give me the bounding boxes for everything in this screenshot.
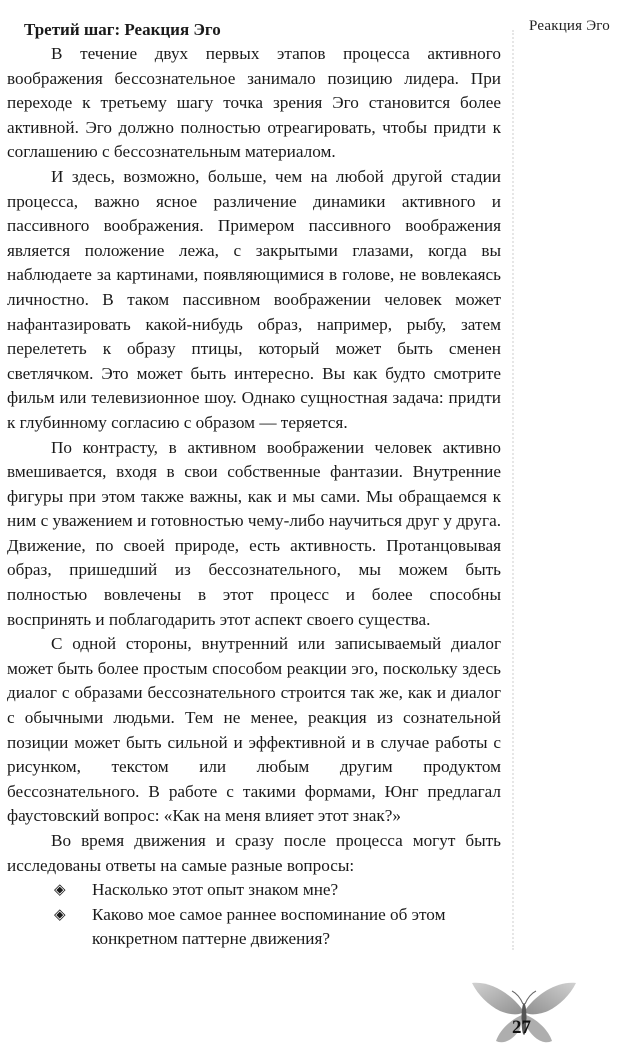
paragraph-4: С одной стороны, внутренний или записываемый диалог может быть более простым способом реакции эго, поскольку здесь диалог с образами бессознательного строится так же, как и диалог с обычными людьми. Тем не менее, реакция из сознательной позиции может быть сильной и эффективной и в случае работы с рисунком, текстом или любым другим продуктом бессознательного. В работе с такими формами, Юнг предлагал фаустовский вопрос: «Как на меня влияет этот знак?» [7,634,501,826]
paragraph-3: По контрасту, в активном воображении человек активно вмешивается, входя в свои собственные фантазии. Внутренние фигуры при этом также важны, как и мы сами. Мы обращаемся к ним с уважением и готовностью чему-либо научиться друг у друга. Движение, по своей природе, есть активность. Протанцовывая образ, пришедший из бессознательного, мы можем быть полностью вовлечены в этот процесс и более способны воспринять и поблагодарить этот аспект своего существа. [7,437,501,629]
page-number: 27 [512,1017,531,1038]
paragraph-5: Во время движения и сразу после процесса могут быть исследованы ответы на самые разные вопросы: [7,831,501,875]
list-item [7,903,501,952]
question-list [7,878,501,952]
running-header: Реакция Эго [528,18,610,34]
column-divider [512,30,514,950]
section-heading: Третий шаг: Реакция Эго [24,20,221,39]
diamond-bullet-icon: ◈ [54,906,66,923]
list-item-text: Каково мое самое раннее воспоминание об этом конкретном паттерне движения? [92,904,446,949]
paragraph-2: И здесь, возможно, больше, чем на любой другой стадии процесса, важно ясное различение динамики активного и пассивного воображения. Примером пассивного воображения является положение лежа, с закрытыми глазами, когда вы наблюдаете за картинами, появляющимися в голове, не вовлекаясь личностно. В таком пассивном воображении человек может нафантазировать какой-нибудь образ, например, рыбу, затем перелететь к образу птицы, который может быть сменен светлячком. Это может быть интересно. Вы как будто смотрите фильм или телевизионное шоу. Однако сущностная задача: придти к глубинному согласию с образом — теряется. [7,166,501,432]
main-text [7,18,501,952]
list-item [7,878,501,903]
paragraph-1: В течение двух первых этапов процесса активного воображения бессознательное занимало позицию лидера. При переходе к третьему шагу точка зрения Эго становится более активной. Эго должно полностью отреагировать, чтобы придти к соглашению с бессознательным материалом. [7,44,501,162]
list-item-text: Насколько этот опыт знаком мне? [92,880,339,900]
diamond-bullet-icon: ◈ [54,882,66,899]
